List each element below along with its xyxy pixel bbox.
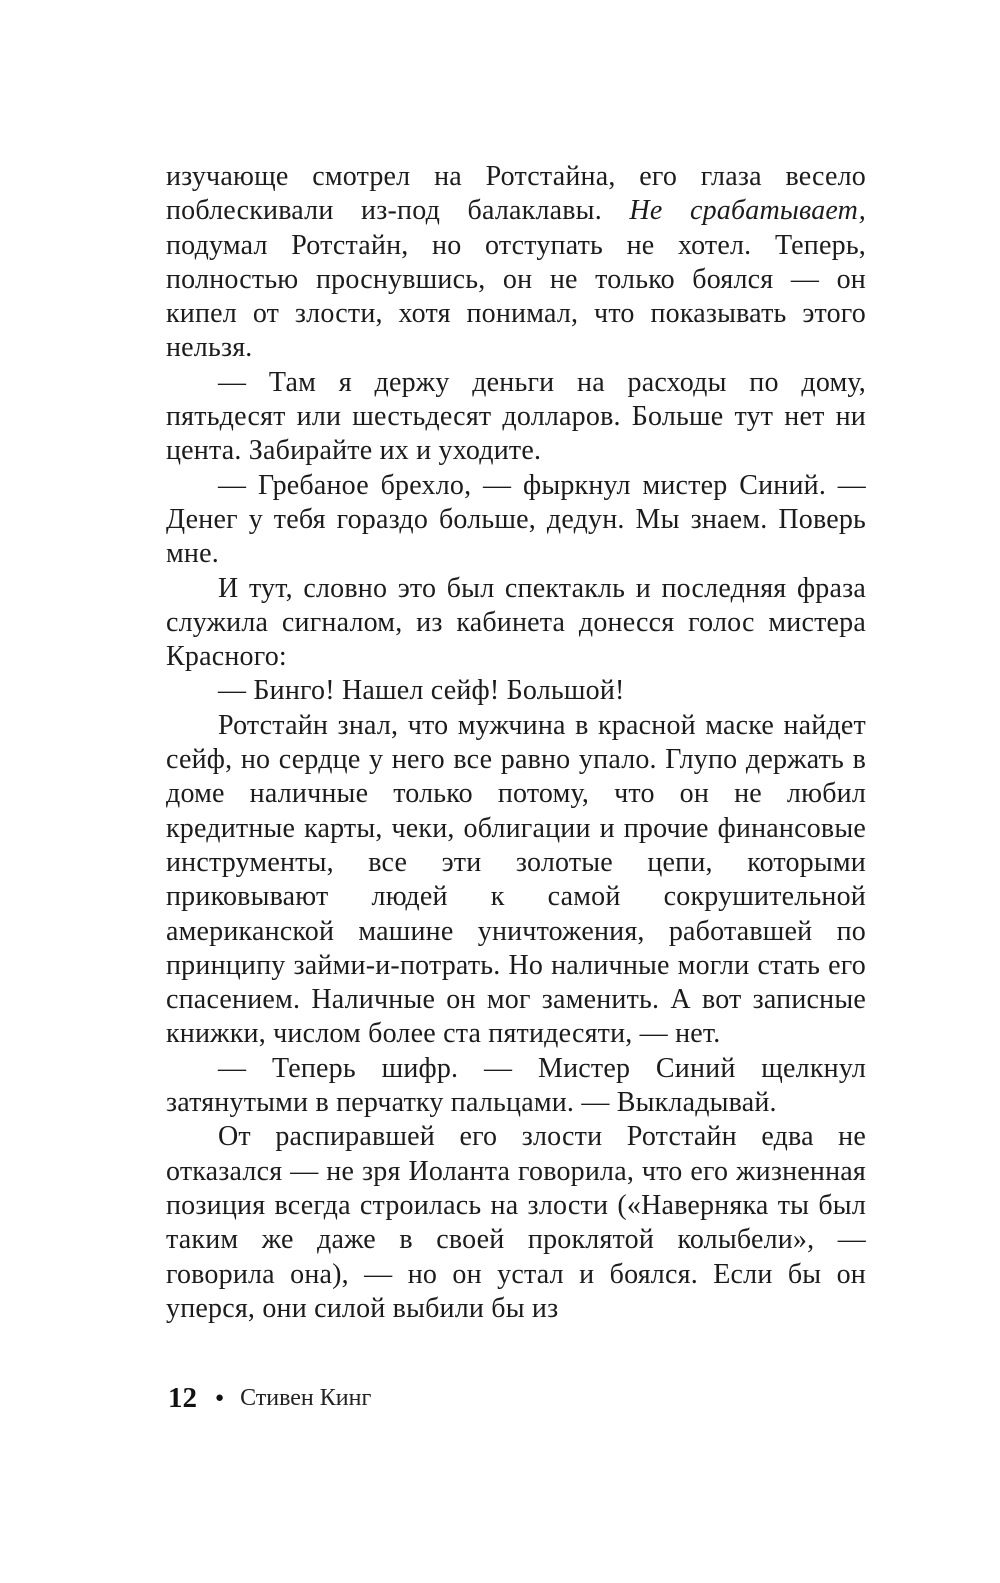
footer-bullet-icon: ● [215, 1390, 225, 1406]
body-text: изучающе смотрел на Ротстайна, его глаза весело поблескивали из-под балаклавы. [166, 161, 866, 227]
paragraph [166, 366, 866, 469]
paragraph [166, 1052, 866, 1121]
paragraph [166, 709, 866, 1052]
body-text: Ротстайн знал, что мужчина в красной маске найдет сейф, но сердце у него все равно упало. Глупо держать в доме наличные только потому, что он не любил кредитные карты, чеки, облигации и прочие финансовые инструменты, все эти золотые цепи, которыми приковывают людей к самой сокрушительной американской машине уничтожения, работавшей по принципу займи-и-потрать. Но наличные могли стать его спасением. Наличные он мог заменить. А вот записные книжки, числом более ста пятидесяти, — нет. [166, 709, 866, 1050]
page-footer [168, 1382, 371, 1415]
body-text: подумал Ротстайн, но отступать не хотел. Теперь, полностью проснувшись, он не только боялся — он кипел от злости, хотя понимал, что показывать этого нельзя. [166, 229, 866, 364]
paragraph [166, 160, 866, 366]
body-text: От распиравшей его злости Ротстайн едва не отказался — не зря Иоланта говорила, что его жизненная позиция всегда строилась на злости («Наверняка ты был таким же даже в своей проклятой колыбели», — говорила она), — но он устал и боялся. Если бы он уперся, они силой выбили бы из [166, 1121, 866, 1324]
italic-text: Не срабатывает, [629, 195, 866, 227]
paragraph [166, 674, 866, 708]
paragraph [166, 469, 866, 572]
body-text: — Гребаное брехло, — фыркнул мистер Синий. — Денег у тебя гораздо больше, дедун. Мы знаем. Поверь мне. [166, 469, 866, 570]
running-title-author: Стивен Кинг [240, 1385, 372, 1411]
body-text: — Теперь шифр. — Мистер Синий щелкнул затянутыми в перчатку пальцами. — Выкладывай. [166, 1052, 866, 1119]
body-text: И тут, словно это был спектакль и последняя фраза служила сигналом, из кабинета донесся голос мистера Красного: [166, 572, 866, 673]
page-text [166, 160, 866, 1326]
paragraph [166, 1120, 866, 1326]
page-number: 12 [168, 1382, 197, 1414]
body-text: — Бинго! Нашел сейф! Большой! [218, 675, 625, 707]
body-text: — Там я держу деньги на расходы по дому, пятьдесят или шестьдесят долларов. Больше тут нет ни цента. Забирайте их и уходите. [166, 366, 866, 467]
paragraph [166, 572, 866, 675]
